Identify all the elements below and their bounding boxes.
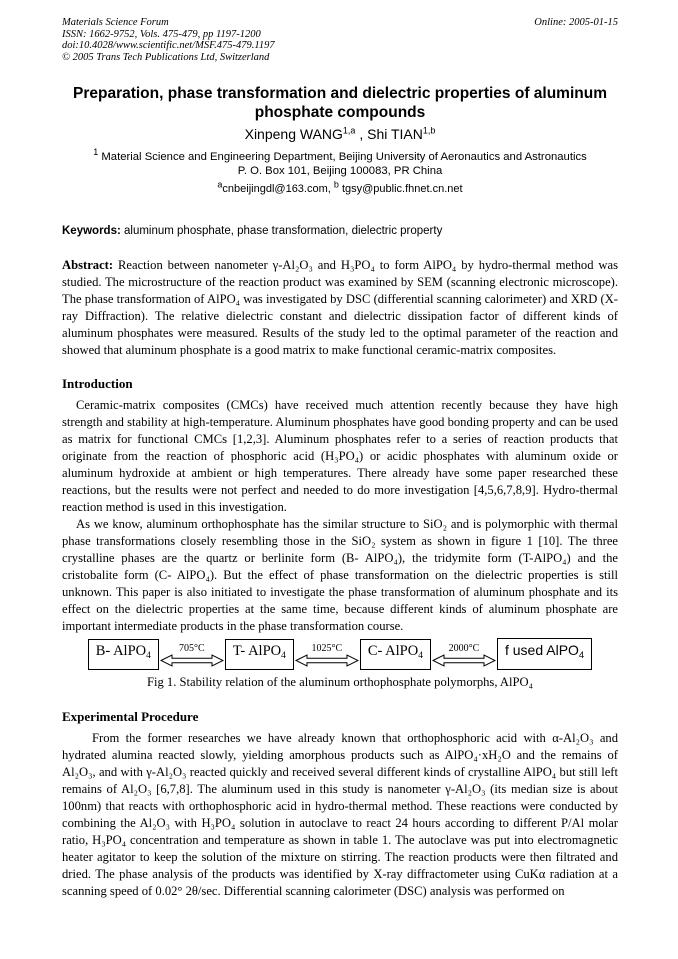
journal-name: Materials Science Forum: [62, 17, 169, 28]
author-emails: [62, 179, 618, 195]
journal-header: [62, 17, 618, 63]
keywords-label: Keywords:: [62, 225, 121, 237]
subscript: 4: [578, 650, 585, 661]
author-1-sup: 1,a: [342, 125, 356, 136]
figure-box-c-alpo4: C- AlPO$_4$: [360, 639, 431, 670]
author-separator: ,: [355, 126, 368, 142]
introduction-paragraph-2: As we know, aluminum orthophosphate has the similar structure to SiO₂ and is polymorphic with thermal phase transformations closely resembling those in the SiO₂ system as shown in figure 1 [10]. The three crystalline phases are the quartz or berlinite form (B- AlPO₄), the tridymite form (T-AlPO₄) and the cristobalite form (C- AlPO₄). But the effect of phase transformation on the dielectric properties is still unknown. This paper is also initiated to investigate the phase transformation of aluminum phosphate and its effect on the dielectric properties at the same time, because different kinds of aluminum phosphate are important intermediate products in the phase transformation course.: [62, 517, 618, 633]
affiliation-line-1: $^1$ Material Science and Engineering Department, Beijing University of Aeronautics and Astronautics: [93, 147, 587, 163]
affiliation: [62, 147, 618, 178]
introduction-paragraph-1: Ceramic-matrix composites (CMCs) have received much attention recently because they have high strength and stability at high-temperature. Aluminum phosphates have good bonding property and can be used as matrix for functional CMCs [1,2,3]. Aluminum phosphates refer to a series of reaction products that originate from the reaction of phosphoric acid (H₃PO₄) or acidic phosphates with aluminum oxide or aluminum hydroxide at ambient or high temperatures. There already have some paper researched these reactions, but the results were not perfect and needed to do more investigation [4,5,6,7,8,9]. Hydro-thermal reaction method is used in this investigation.: [62, 398, 618, 514]
figure-box-t-alpo4: T- AlPO$_4$: [225, 639, 294, 670]
double-arrow-icon: [160, 654, 224, 667]
journal-doi: doi:10.4028/www.scientific.net/MSF.475-479.1197: [62, 40, 275, 51]
figure-1: [62, 638, 618, 670]
journal-copyright: © 2005 Trans Tech Publications Ltd, Switzerland: [62, 51, 270, 63]
figure-1-caption: Fig 1. Stability relation of the aluminum orthophosphate polymorphs, AlPO₄: [146, 675, 534, 689]
section-heading-introduction: Introduction: [62, 376, 133, 391]
affiliation-line-2: P. O. Box 101, Beijing 100083, PR China: [237, 165, 443, 177]
transition-temp-1: 705°C: [179, 643, 205, 654]
journal-info: [62, 17, 275, 63]
online-date: Online: 2005-01-15: [534, 17, 618, 28]
email-b: tgsy@public.fhnet.cn.net: [338, 183, 463, 195]
affiliation-sup: 1: [93, 147, 99, 158]
author-2-sup: 1,b: [422, 125, 436, 136]
transition-arrow-1: [160, 643, 224, 670]
transition-arrow-3: [432, 643, 496, 670]
transition-arrow-2: [295, 643, 359, 670]
experimental-paragraph-1: From the former researches we have already known that orthophosphoric acid with α-Al₂O₃ and hydrated alumina reacted slowly, yielding amorphous products such as AlPO₄·xH₂O and the remains of Al₂O₃, and with γ-Al₂O₃ reacted quickly and received several different kinds of crystalline AlPO₄ but still left remains of Al₂O₃ [6,7,8]. The aluminum used in this study is nanometer γ-Al₂O₃ (its median size is about 100nm) that reacts with orthophosphoric acid in hydro-thermal method. These reactions were conducted by combining the Al₂O₃ with H₃PO₄ solution in autoclave to react 24 hours according to different P/Al molar ratio, H₃PO₄ concentration and temperature as shown in table 1. The autoclave was put into electromagnetic heater agitator to keep the solution of the mixture on stirring. The reaction products were then filtrated and dried. The phase analysis of the products was identified by X-ray diffractometer using CuKα radiation at a scanning speed of 0.02° 2θ/sec. Differential scanning calorimeter (DSC) analysis was performed on: [62, 731, 618, 898]
email-sup-a: a: [217, 179, 223, 190]
subscript: 4: [418, 651, 423, 661]
paper-title: Preparation, phase transformation and dielectric properties of aluminum phosphate compounds: [72, 85, 607, 121]
subscript: 4: [281, 651, 286, 661]
email-sup-b: b: [333, 179, 339, 190]
journal-issn: ISSN: 1662-9752, Vols. 475-479, pp 1197-1200: [62, 28, 261, 40]
abstract-paragraph: [62, 257, 618, 359]
section-heading-experimental: Experimental Procedure: [62, 709, 199, 724]
authors-line: [62, 125, 618, 143]
transition-temp-2: 1025°C: [311, 643, 343, 654]
figure-box-fused-alpo4: f used AlPO$_4$: [497, 638, 592, 670]
figure-box-b-alpo4: B- AlPO$_4$: [88, 639, 159, 670]
abstract-text: Reaction between nanometer γ-Al₂O₃ and H₃PO₄ to form AlPO₄ by hydro-thermal method was studied. The microstructure of the reaction product was examined by SEM (scanning electronic microscope). The phase transformation of AlPO₄ was investigated by DSC (differential scanning calorimeter) and XRD (X-ray Diffraction). The relative dielectric constant and dielectric dissipation factor of different kinds of aluminum phosphates were measured. Results of the study led to the optimal parameter of the reaction and showed that aluminum phosphate is a good matrix to make functional ceramic-matrix composites.: [62, 258, 618, 357]
author-1: Xinpeng WANG: [244, 126, 343, 142]
subscript: 4: [146, 651, 151, 661]
author-2: Shi TIAN: [367, 126, 423, 142]
keywords-line: [62, 224, 618, 238]
keywords-text: aluminum phosphate, phase transformation, dielectric property: [120, 225, 443, 237]
double-arrow-icon: [295, 654, 359, 667]
email-a: cnbeijingdl@163.com,: [222, 183, 334, 195]
transition-temp-3: 2000°C: [448, 643, 480, 654]
double-arrow-icon: [432, 654, 496, 667]
abstract-label: Abstract:: [62, 258, 114, 272]
